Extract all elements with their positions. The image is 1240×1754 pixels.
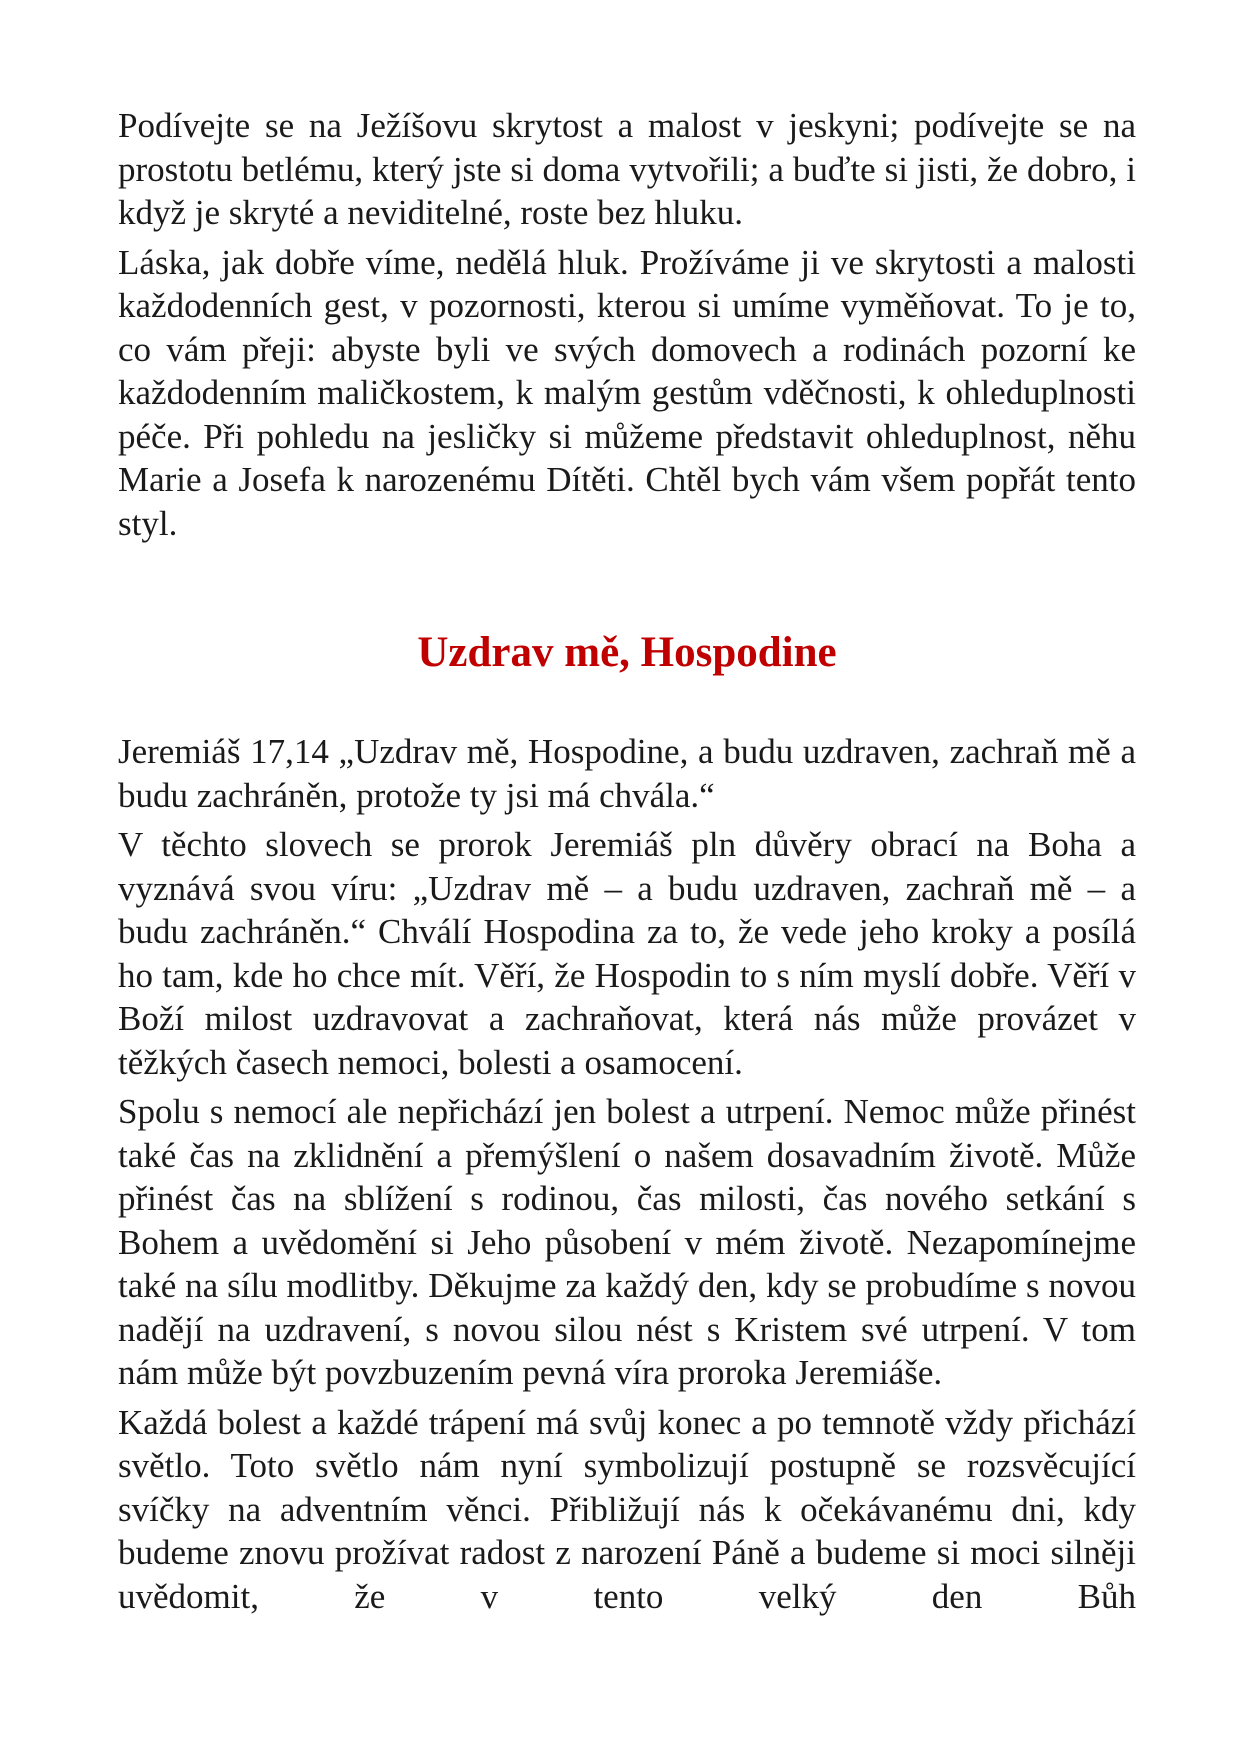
scripture-quote-paragraph: Jeremiáš 17,14 „Uzdrav mě, Hospodine, a budu uzdraven, zachraň mě a budu zachráněn, protože ty jsi má chvála.“ [118, 732, 1136, 815]
body-paragraph-2: Spolu s nemocí ale nepřichází jen bolest a utrpení. Nemoc může přinést také čas na zklidnění a přemýšlení o našem dosavadním životě. Může přinést čas na sblížení s rodinou, čas milosti, čas nového setkání s Bohem a uvědomění si Jeho působení v mém životě. Nezapomínejme také na sílu modlitby. Děkujme za každý den, kdy se probudíme s novou nadějí na uzdravení, s novou silou nést s Kristem své utrpení. V tom nám může být povzbuzením pevná víra proroka Jeremiáše. [118, 1092, 1136, 1392]
intro-paragraph-2: Láska, jak dobře víme, nedělá hluk. Prožíváme ji ve skrytosti a malosti každodenních gest, v pozornosti, kterou si umíme vyměňovat. To je to, co vám přeji: abyste byli ve svých domovech a rodinách pozorní ke každodenním maličkostem, k malým gestům vděčnosti, k ohleduplnosti péče. Při pohledu na jesličky si můžeme představit ohleduplnost, něhu Marie a Josefa k narozenému Dítěti. Chtěl bych vám všem popřát tento styl. [118, 242, 1136, 543]
document-page [118, 104, 1136, 1624]
section-heading: Uzdrav mě, Hospodine [417, 629, 837, 676]
body-paragraph-3: Každá bolest a každé trápení má svůj konec a po temnotě vždy přichází světlo. Toto světlo nám nyní symbolizují postupně se rozsvěcující svíčky na adventním věnci. Přibližují nás k očekávanému dni, kdy budeme znovu prožívat radost z narození Páně a budeme si moci silněji uvědomit, že v tento velký den Bůh [118, 1402, 1136, 1616]
intro-paragraph-1: Podívejte se na Ježíšovu skrytost a malost v jeskyni; podívejte se na prostotu betlému, který jste si doma vytvořili; a buďte si jisti, že dobro, i když je skryté a neviditelné, roste bez hluku. [118, 106, 1136, 232]
body-paragraph-1: V těchto slovech se prorok Jeremiáš pln důvěry obrací na Boha a vyznává svou víru: „Uzdrav mě – a budu uzdraven, zachraň mě – a budu zachráněn.“ Chválí Hospodina za to, že vede jeho kroky a posílá ho tam, kde ho chce mít. Věří, že Hospodin to s ním myslí dobře. Věří v Boží milost uzdravovat a zachraňovat, která nás může provázet v těžkých časech nemoci, bolesti a osamocení. [118, 825, 1136, 1082]
